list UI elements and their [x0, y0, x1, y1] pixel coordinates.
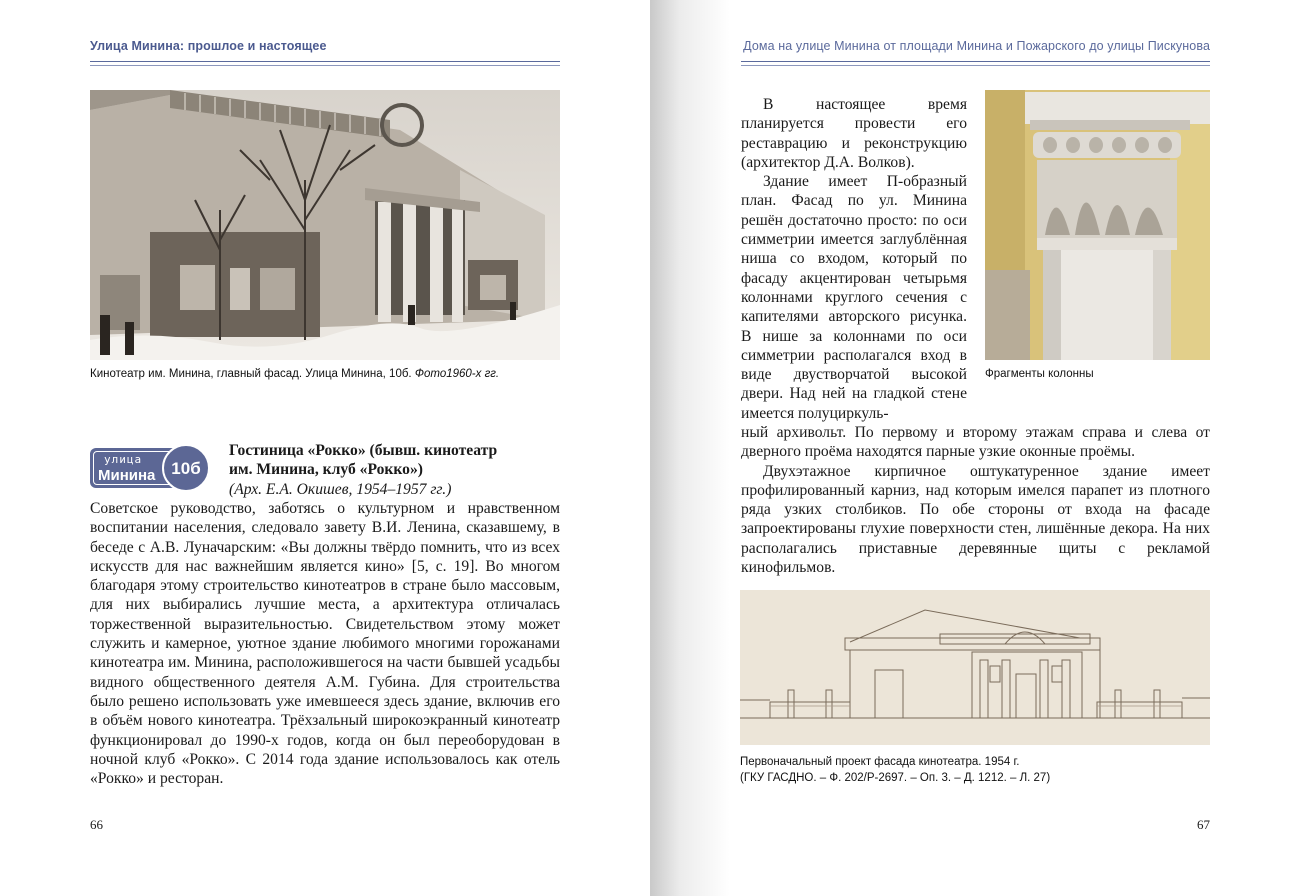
facade-drawing [740, 590, 1210, 745]
right-body-narrow [741, 95, 967, 423]
column-fragment-photo [985, 90, 1210, 360]
paragraph-3: Двухэтажное кирпичное оштукатуренное здание имеет профилированный карниз, над которым имелся парапет из плотного ряда узких столбиков. По обе стороны от входа на фасаде запроектированы глухие поверхности стен, лишённые декора. На них располагались приставные деревянные щиты с рекламой кинофильмов. [741, 462, 1210, 577]
right-body-wide [741, 423, 1210, 577]
column-caption: Фрагменты колонны [985, 368, 1094, 380]
header-rule [741, 61, 1210, 62]
left-body-paragraph: Советское руководство, заботясь о культурном и нравственном воспитании населения, следовало завету В.И. Ленина, сказавшему, в беседе с А.В. Луначарским: «Вы должны твёрдо помнить, что из всех искусств для нас важнейшим является кино» [5, с. 19]. Во многом благодаря этому строительство кинотеатров в стране было массовым, для них выбирались лучшие места, а архитектура отличалась торжественной выразительностью. Свидетельством этому может служить и камерное, уютное здание любимого многими горожанами кинотеатра им. Минина, расположившегося на части бывшей усадьбы видного общественного деятеля А.М. Губина. Для строительства было решено использовать уже имевшееся здесь здание, включив его в объём нового кинотеатра. Трёхзальный широкоэкранный кинотеатр функционировал до 1990-х годов, когда он был переоборудован в ночной клуб «Рокко». С 2014 года здание использовалось как отель «Рокко» и ресторан. [90, 500, 560, 788]
header-rule-thin [90, 65, 560, 66]
paragraph-2-end: ный архивольт. По первому и второму этажам справа и слева от дверного проёма находятся парные узкие оконные проёмы. [741, 424, 1210, 461]
right-running-header: Дома на улице Минина от площади Минина и Пожарского до улицы Пискунова [743, 39, 1210, 53]
photo-caption [90, 366, 499, 382]
left-running-header: Улица Минина: прошлое и настоящее [90, 39, 327, 53]
house-number: 10б [171, 459, 201, 478]
street-plate-line2: Минина [98, 467, 156, 484]
photo-caption-text: Кинотеатр им. Минина, главный фасад. Улица Минина, 10б. [90, 368, 412, 380]
paragraph-1: В настоящее время планируется провести его реставрацию и реконструкцию (архитектор Д.А. Волков). [741, 96, 967, 171]
header-rule [90, 61, 560, 62]
section-architect: (Арх. Е.А. Окишев, 1954–1957 гг.) [229, 480, 452, 498]
paragraph-2-start: Здание имеет П-образный план. Фасад по ул. Минина решён достаточно просто: по оси симметрии имеется заглублённая ниша со входом, который по фасаду акцентирован четырьмя колоннами круглого сечения с капителями авторского рисунка. В нише за колоннами по оси симметрии располагался вход в виде двустворчатой высокой двери. Над ней на гладкой стене имеется полуциркуль- [741, 173, 967, 422]
drawing-caption-line2: (ГКУ ГАСДНО. – Ф. 202/Р-2697. – Оп. 3. – Д. 1212. – Л. 27) [740, 772, 1051, 784]
section-title-line1: Гостиница «Рокко» (бывш. кинотеатр [229, 442, 498, 459]
drawing-caption [740, 754, 1050, 786]
header-rule-thin [741, 65, 1210, 66]
cinema-photo [90, 90, 560, 360]
page-number-left: 66 [90, 817, 103, 832]
section-title [229, 441, 559, 499]
page-number-right: 67 [1197, 817, 1210, 832]
left-body-text [90, 499, 560, 788]
right-page [650, 0, 1300, 896]
street-plate-line1: улица [104, 453, 143, 466]
house-number-circle [162, 444, 210, 492]
photo-caption-date: Фото1960-х гг. [414, 368, 500, 380]
drawing-caption-line1: Первоначальный проект фасада кинотеатра. 1954 г. [740, 756, 1020, 768]
section-title-line2: им. Минина, клуб «Рокко») [229, 461, 423, 479]
street-number-badge [90, 444, 210, 492]
